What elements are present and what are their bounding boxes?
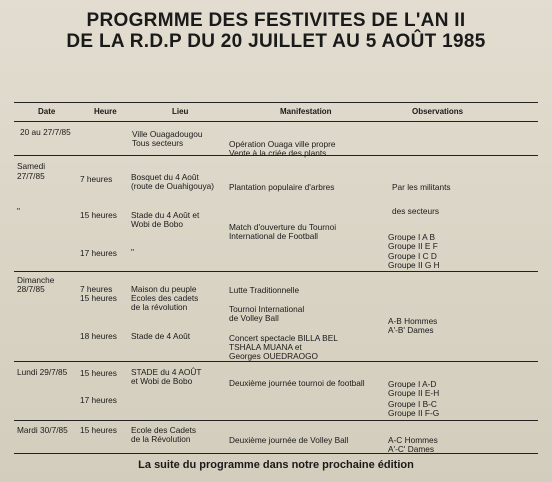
cell-manifestation: Deuxième journée tournoi de football [229,378,365,388]
cell-lieu: Stade du 4 Août et [131,210,200,220]
title-line-1: PROGRMME DES FESTIVITES DE L'AN II [86,10,466,31]
cell-lieu: et Wobi de Bobo [131,376,193,386]
title-line-2: DE LA R.D.P DU 20 JUILLET AU 5 AOÛT 1985 [66,31,486,52]
table-bottom-rule [14,453,538,454]
cell-manifestation: TSHALA MUANA et [229,342,302,352]
cell-date: 20 au 27/7/85 [20,127,71,137]
footer-note: La suite du programme dans notre prochaine édition [138,459,414,471]
cell-lieu: de la Révolution [131,434,191,444]
cell-date: 27/7/85 [17,171,45,181]
cell-heure: 7 heures [80,284,113,294]
header-heure: Heure [94,107,117,116]
cell-lieu: (route de Ouahigouya) [131,181,215,191]
cell-manifestation: Vente à la criée des plants [229,148,327,158]
cell-heure: 15 heures [80,425,117,435]
cell-lieu: " [131,247,134,257]
header-date: Date [38,107,56,116]
cell-manifestation: Concert spectacle BILLA BEL [229,333,338,343]
cell-lieu: Maison du peuple [131,284,197,294]
cell-manifestation: Tournoi International [229,304,305,314]
table-top-rule [14,102,538,103]
row-divider [14,420,538,421]
cell-heure: 15 heures [80,368,117,378]
cell-heure: 18 heures [80,331,117,341]
cell-lieu: Ville Ouagadougou [132,129,203,139]
cell-observation: Groupe II E F [388,241,438,251]
cell-observation: des secteurs [392,206,440,216]
header-observations: Observations [412,107,464,116]
cell-date: Mardi 30/7/85 [17,425,68,435]
header-bottom-rule [14,121,538,122]
cell-observation: Groupe II G H [388,260,440,270]
header-manifestation: Manifestation [280,107,332,116]
cell-lieu: Wobi de Bobo [131,219,183,229]
cell-observation: Groupe II F-G [388,408,440,418]
cell-date: 28/7/85 [17,284,45,294]
cell-observation: A'-C' Dames [388,444,435,454]
cell-manifestation: Georges OUEDRAOGO [229,351,318,361]
cell-manifestation: International de Football [229,231,319,241]
cell-lieu: STADE du 4 AOÛT [131,367,202,377]
row-divider [14,361,538,362]
cell-date: " [17,206,20,216]
cell-observation: A-C Hommes [388,435,438,445]
cell-observation: A-B Hommes [388,316,438,326]
cell-lieu: de la révolution [131,302,188,312]
cell-observation: Groupe I C D [388,251,437,261]
cell-heure: 15 heures [80,293,117,303]
cell-heure: 7 heures [80,174,113,184]
cell-manifestation: Plantation populaire d'arbres [229,182,335,192]
cell-date: Samedi [17,161,46,171]
cell-observation: Par les militants [392,182,451,192]
cell-manifestation: Match d'ouverture du Tournoi [229,222,337,232]
cell-lieu: Tous secteurs [132,138,184,148]
header-lieu: Lieu [172,107,189,116]
cell-heure: 15 heures [80,210,117,220]
cell-manifestation: de Volley Ball [229,313,279,323]
cell-lieu: Ecole des Cadets [131,425,197,435]
cell-date: Dimanche [17,275,55,285]
cell-manifestation: Lutte Traditionnelle [229,285,300,295]
cell-heure: 17 heures [80,395,117,405]
cell-lieu: Bosquet du 4 Août [131,172,199,182]
cell-observation: A'-B' Dames [388,325,434,335]
cell-manifestation: Deuxième journée de Volley Ball [229,435,349,445]
cell-observation: Groupe I B-C [388,399,437,409]
cell-observation: Groupe I A-D [388,379,437,389]
row-divider [14,271,538,272]
cell-observation: Groupe II E-H [388,388,440,398]
cell-heure: 17 heures [80,248,117,258]
cell-lieu: Stade de 4 Août [131,331,191,341]
cell-lieu: Ecoles des cadets [131,293,199,303]
cell-date: Lundi 29/7/85 [17,367,68,377]
cell-observation: Groupe I A B [388,232,436,242]
cell-manifestation: Opération Ouaga ville propre [229,139,336,149]
